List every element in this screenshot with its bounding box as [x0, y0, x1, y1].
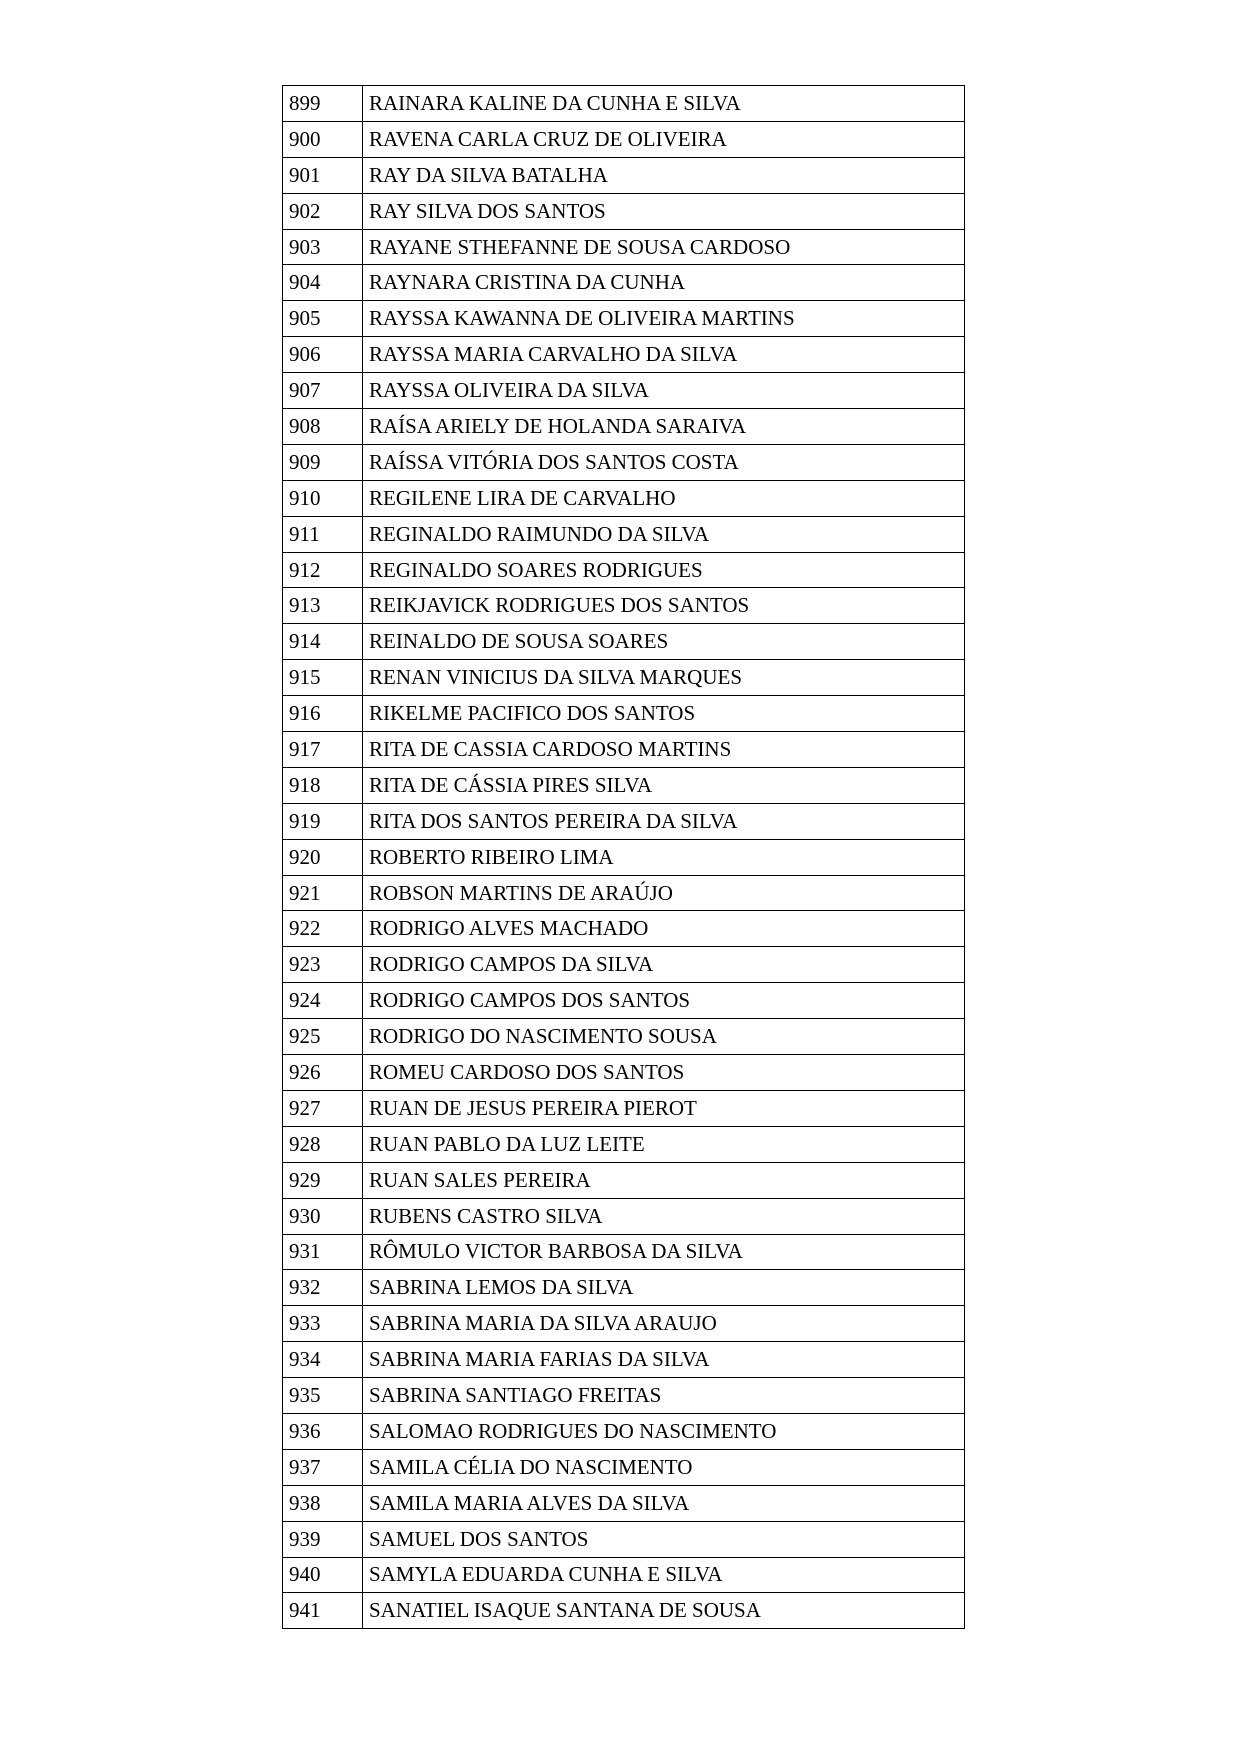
row-name: RUAN PABLO DA LUZ LEITE [363, 1126, 965, 1162]
row-name: RITA DE CASSIA CARDOSO MARTINS [363, 732, 965, 768]
row-name: RAYANE STHEFANNE DE SOUSA CARDOSO [363, 229, 965, 265]
row-name: RAINARA KALINE DA CUNHA E SILVA [363, 86, 965, 122]
row-name: ROBERTO RIBEIRO LIMA [363, 839, 965, 875]
row-number: 908 [283, 409, 363, 445]
row-number: 930 [283, 1198, 363, 1234]
table-row [283, 1055, 965, 1091]
row-number: 918 [283, 767, 363, 803]
table-row [283, 480, 965, 516]
row-number: 926 [283, 1055, 363, 1091]
row-name: RAY SILVA DOS SANTOS [363, 193, 965, 229]
table-row [283, 1162, 965, 1198]
row-number: 929 [283, 1162, 363, 1198]
row-number: 933 [283, 1306, 363, 1342]
row-name: RAVENA CARLA CRUZ DE OLIVEIRA [363, 121, 965, 157]
row-number: 936 [283, 1413, 363, 1449]
table-row [283, 1019, 965, 1055]
row-number: 900 [283, 121, 363, 157]
row-number: 940 [283, 1557, 363, 1593]
row-name: RAYNARA CRISTINA DA CUNHA [363, 265, 965, 301]
table-row [283, 1126, 965, 1162]
row-name: SABRINA MARIA FARIAS DA SILVA [363, 1342, 965, 1378]
row-name: REGINALDO SOARES RODRIGUES [363, 552, 965, 588]
row-number: 912 [283, 552, 363, 588]
table-row [283, 157, 965, 193]
table-row [283, 732, 965, 768]
row-name: ROMEU CARDOSO DOS SANTOS [363, 1055, 965, 1091]
row-number: 938 [283, 1485, 363, 1521]
row-number: 921 [283, 875, 363, 911]
table-row [283, 1593, 965, 1629]
row-number: 904 [283, 265, 363, 301]
row-name: SABRINA SANTIAGO FREITAS [363, 1378, 965, 1414]
row-number: 911 [283, 516, 363, 552]
table-row [283, 624, 965, 660]
table-row [283, 1306, 965, 1342]
row-name: REGINALDO RAIMUNDO DA SILVA [363, 516, 965, 552]
table-row [283, 121, 965, 157]
table-row [283, 301, 965, 337]
row-number: 916 [283, 696, 363, 732]
row-number: 932 [283, 1270, 363, 1306]
table-row [283, 696, 965, 732]
row-number: 937 [283, 1449, 363, 1485]
row-name: SABRINA LEMOS DA SILVA [363, 1270, 965, 1306]
table-row [283, 1378, 965, 1414]
table-row [283, 1449, 965, 1485]
table-row [283, 1090, 965, 1126]
table-row [283, 875, 965, 911]
row-name: SAMILA CÉLIA DO NASCIMENTO [363, 1449, 965, 1485]
table-row [283, 86, 965, 122]
table-row [283, 265, 965, 301]
row-name: SAMUEL DOS SANTOS [363, 1521, 965, 1557]
row-name: REINALDO DE SOUSA SOARES [363, 624, 965, 660]
row-number: 902 [283, 193, 363, 229]
row-name: SAMILA MARIA ALVES DA SILVA [363, 1485, 965, 1521]
table-row [283, 552, 965, 588]
table-row [283, 1270, 965, 1306]
table-row [283, 1485, 965, 1521]
table-row [283, 1342, 965, 1378]
row-number: 917 [283, 732, 363, 768]
row-name: RAYSSA KAWANNA DE OLIVEIRA MARTINS [363, 301, 965, 337]
row-name: RENAN VINICIUS DA SILVA MARQUES [363, 660, 965, 696]
row-number: 920 [283, 839, 363, 875]
row-number: 899 [283, 86, 363, 122]
row-number: 922 [283, 911, 363, 947]
row-name: RAYSSA OLIVEIRA DA SILVA [363, 373, 965, 409]
row-number: 925 [283, 1019, 363, 1055]
row-number: 939 [283, 1521, 363, 1557]
row-number: 923 [283, 947, 363, 983]
name-list-body [283, 86, 965, 1629]
table-row [283, 1557, 965, 1593]
table-row [283, 839, 965, 875]
row-number: 914 [283, 624, 363, 660]
row-name: RÔMULO VICTOR BARBOSA DA SILVA [363, 1234, 965, 1270]
row-name: RUAN DE JESUS PEREIRA PIEROT [363, 1090, 965, 1126]
row-name: RAY DA SILVA BATALHA [363, 157, 965, 193]
row-number: 927 [283, 1090, 363, 1126]
table-row [283, 337, 965, 373]
table-row [283, 803, 965, 839]
row-name: SABRINA MARIA DA SILVA ARAUJO [363, 1306, 965, 1342]
row-number: 909 [283, 444, 363, 480]
table-row [283, 1198, 965, 1234]
row-number: 903 [283, 229, 363, 265]
row-number: 934 [283, 1342, 363, 1378]
row-number: 913 [283, 588, 363, 624]
table-row [283, 409, 965, 445]
table-row [283, 1521, 965, 1557]
row-number: 924 [283, 983, 363, 1019]
table-row [283, 193, 965, 229]
row-name: RITA DOS SANTOS PEREIRA DA SILVA [363, 803, 965, 839]
table-row [283, 660, 965, 696]
row-name: RODRIGO CAMPOS DA SILVA [363, 947, 965, 983]
row-name: RAYSSA MARIA CARVALHO DA SILVA [363, 337, 965, 373]
row-number: 928 [283, 1126, 363, 1162]
table-row [283, 444, 965, 480]
table-row [283, 1234, 965, 1270]
table-row [283, 229, 965, 265]
table-row [283, 983, 965, 1019]
row-number: 901 [283, 157, 363, 193]
table-row [283, 373, 965, 409]
table-row [283, 1413, 965, 1449]
row-name: RODRIGO ALVES MACHADO [363, 911, 965, 947]
row-name: RITA DE CÁSSIA PIRES SILVA [363, 767, 965, 803]
row-name: RUAN SALES PEREIRA [363, 1162, 965, 1198]
table-row [283, 588, 965, 624]
row-number: 935 [283, 1378, 363, 1414]
row-number: 915 [283, 660, 363, 696]
row-name: RUBENS CASTRO SILVA [363, 1198, 965, 1234]
row-name: RAÍSSA VITÓRIA DOS SANTOS COSTA [363, 444, 965, 480]
row-name: REGILENE LIRA DE CARVALHO [363, 480, 965, 516]
table-row [283, 911, 965, 947]
row-name: RIKELME PACIFICO DOS SANTOS [363, 696, 965, 732]
row-name: RODRIGO DO NASCIMENTO SOUSA [363, 1019, 965, 1055]
row-name: SAMYLA EDUARDA CUNHA E SILVA [363, 1557, 965, 1593]
row-name: RAÍSA ARIELY DE HOLANDA SARAIVA [363, 409, 965, 445]
table-row [283, 516, 965, 552]
row-number: 931 [283, 1234, 363, 1270]
row-number: 906 [283, 337, 363, 373]
row-number: 941 [283, 1593, 363, 1629]
table-row [283, 767, 965, 803]
row-number: 905 [283, 301, 363, 337]
row-name: REIKJAVICK RODRIGUES DOS SANTOS [363, 588, 965, 624]
row-number: 919 [283, 803, 363, 839]
row-number: 907 [283, 373, 363, 409]
table-row [283, 947, 965, 983]
row-name: ROBSON MARTINS DE ARAÚJO [363, 875, 965, 911]
row-name: SANATIEL ISAQUE SANTANA DE SOUSA [363, 1593, 965, 1629]
row-name: RODRIGO CAMPOS DOS SANTOS [363, 983, 965, 1019]
name-list-table [282, 85, 965, 1629]
row-name: SALOMAO RODRIGUES DO NASCIMENTO [363, 1413, 965, 1449]
row-number: 910 [283, 480, 363, 516]
